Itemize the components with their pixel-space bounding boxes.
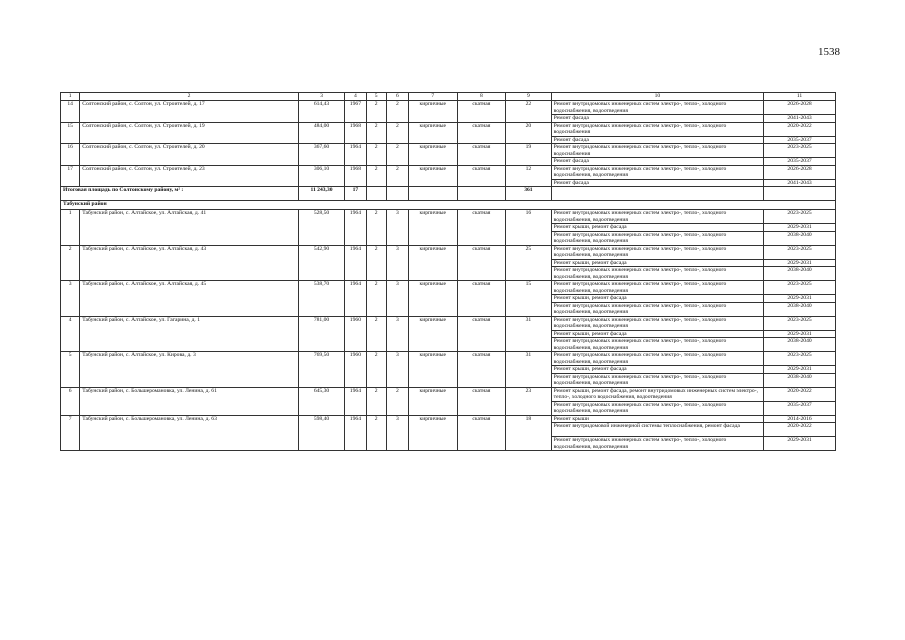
apartments-cell: 18: [506, 415, 552, 451]
row-number: 7: [61, 415, 80, 451]
section-header-row: [61, 201, 836, 210]
table-row: [61, 144, 836, 158]
work-period-cell: 2038-2040: [764, 373, 836, 387]
work-period-cell: 2014-2016: [764, 415, 836, 423]
address-cell: Солтонский район, с. Солтон, ул. Строителей, д. 20: [80, 144, 299, 166]
year-cell: 1964: [345, 281, 366, 317]
total-area: 11 243,30: [298, 187, 345, 201]
work-period-cell: 2029-2031: [764, 437, 836, 451]
apartments-cell: 31: [506, 352, 552, 388]
table-row: [61, 101, 836, 115]
year-cell: 1964: [345, 387, 366, 415]
row-number: 2: [61, 245, 80, 281]
floors-cell: 2: [366, 387, 386, 415]
work-type-cell: Ремонт внутридомовых инженерных систем электро-, тепло-, холодного водоснабжения, водоотведения: [551, 352, 763, 366]
column-number: 1: [61, 93, 80, 101]
work-type-cell: Ремонт внутридомовых инженерных систем электро-, тепло-, холодного водоснабжения, водоотведения: [551, 401, 763, 415]
work-period-cell: 2038-2040: [764, 267, 836, 281]
column-number: 9: [506, 93, 552, 101]
table-row: [61, 165, 836, 179]
work-period-cell: 2038-2040: [764, 231, 836, 245]
row-number: 14: [61, 101, 80, 123]
wall-material-cell: кирпичные: [409, 281, 458, 317]
address-cell: Табунский район, с. Алтайское, ул. Гагарина, д. 1: [80, 316, 299, 352]
wall-material-cell: кирпичные: [409, 415, 458, 451]
work-type-cell: Ремонт внутридомовых инженерных систем электро-, тепло-, холодного водоснабжения: [551, 122, 763, 136]
page-number: 1538: [818, 46, 840, 58]
work-type-cell: Ремонт внутридомовых инженерных систем электро-, тепло-, холодного водоснабжения, водоотведения: [551, 373, 763, 387]
row-number: 15: [61, 122, 80, 144]
work-period-cell: 2020-2022: [764, 387, 836, 401]
entrances-cell: 2: [386, 387, 408, 415]
work-type-cell: Ремонт внутридомовых инженерных систем электро-, тепло-, холодного водоснабжения, водоотведения: [551, 231, 763, 245]
roof-type-cell: скатная: [457, 101, 506, 123]
work-type-cell: Ремонт внутридомовых инженерных систем электро-, тепло-, холодного водоснабжения, водоотведения: [551, 245, 763, 259]
empty-cell: [409, 187, 458, 201]
work-period-cell: 2038-2040: [764, 338, 836, 352]
column-number: 11: [764, 93, 836, 101]
total-row: [61, 187, 836, 201]
address-cell: Табунский район, с. Алтайское, ул. Кирова, д. 3: [80, 352, 299, 388]
year-cell: 1964: [345, 144, 366, 166]
area-cell: 614,43: [298, 101, 345, 123]
work-type-cell: Ремонт внутридомовых инженерных систем электро-, тепло-, холодного водоснабжения, водоотведения: [551, 267, 763, 281]
work-period-cell: 2029-2031: [764, 366, 836, 374]
work-type-cell: Ремонт внутридомовых инженерных систем электро-, тепло-, холодного водоснабжения, водоотведения: [551, 437, 763, 451]
empty-cell: [551, 187, 763, 201]
entrances-cell: 2: [386, 165, 408, 187]
work-type-cell: Ремонт внутридомовых инженерных систем электро-, тепло-, холодного водоснабжения: [551, 144, 763, 158]
address-cell: Солтонский район, с. Солтон, ул. Строителей, д. 23: [80, 165, 299, 187]
roof-type-cell: скатная: [457, 245, 506, 281]
column-number: 10: [551, 93, 763, 101]
entrances-cell: 2: [386, 101, 408, 123]
work-period-cell: 2020-2022: [764, 423, 836, 437]
work-type-cell: Ремонт крыши, ремонт фасада, ремонт внутридомовых инженерных систем электро-, тепло-, холодного водоснабжения, водоотведения: [551, 387, 763, 401]
work-period-cell: 2026-2028: [764, 165, 836, 179]
floors-cell: 2: [366, 352, 386, 388]
register-table: [60, 92, 836, 451]
wall-material-cell: кирпичные: [409, 387, 458, 415]
total-count: 17: [345, 187, 366, 201]
work-period-cell: 2023-2025: [764, 316, 836, 330]
column-number: 6: [386, 93, 408, 101]
apartments-cell: 31: [506, 316, 552, 352]
table-row: [61, 245, 836, 259]
wall-material-cell: кирпичные: [409, 245, 458, 281]
work-period-cell: 2041-2043: [764, 115, 836, 123]
work-period-cell: 2023-2025: [764, 352, 836, 366]
work-type-cell: Ремонт фасада: [551, 158, 763, 166]
column-number: 4: [345, 93, 366, 101]
roof-type-cell: скатная: [457, 415, 506, 451]
floors-cell: 2: [366, 316, 386, 352]
wall-material-cell: кирпичные: [409, 316, 458, 352]
empty-cell: [366, 187, 386, 201]
floors-cell: 2: [366, 122, 386, 144]
column-number-row: [61, 93, 836, 101]
table-row: [61, 387, 836, 401]
wall-material-cell: кирпичные: [409, 210, 458, 246]
row-number: 5: [61, 352, 80, 388]
row-number: 17: [61, 165, 80, 187]
address-cell: Табунский район, с. Алтайское, ул. Алтайская, д. 41: [80, 210, 299, 246]
work-period-cell: 2023-2025: [764, 281, 836, 295]
work-period-cell: 2029-2031: [764, 330, 836, 338]
work-type-cell: Ремонт внутридомовых инженерных систем электро-, тепло-, холодного водоснабжения, водоотведения: [551, 316, 763, 330]
apartments-cell: 22: [506, 101, 552, 123]
area-cell: 306,10: [298, 165, 345, 187]
roof-type-cell: скатная: [457, 281, 506, 317]
entrances-cell: 3: [386, 210, 408, 246]
floors-cell: 2: [366, 210, 386, 246]
work-period-cell: 2026-2028: [764, 101, 836, 115]
wall-material-cell: кирпичные: [409, 122, 458, 144]
work-type-cell: Ремонт крыши, ремонт фасада: [551, 224, 763, 232]
entrances-cell: 2: [386, 122, 408, 144]
table-row: [61, 210, 836, 224]
year-cell: 1967: [345, 101, 366, 123]
year-cell: 1960: [345, 352, 366, 388]
wall-material-cell: кирпичные: [409, 352, 458, 388]
work-period-cell: 2023-2025: [764, 144, 836, 158]
work-type-cell: Ремонт фасада: [551, 136, 763, 144]
roof-type-cell: скатная: [457, 387, 506, 415]
work-type-cell: Ремонт фасада: [551, 179, 763, 187]
entrances-cell: 2: [386, 144, 408, 166]
roof-type-cell: скатная: [457, 352, 506, 388]
work-period-cell: 2038-2040: [764, 302, 836, 316]
entrances-cell: 3: [386, 352, 408, 388]
area-cell: 484,00: [298, 122, 345, 144]
roof-type-cell: скатная: [457, 210, 506, 246]
work-period-cell: 2029-2031: [764, 295, 836, 303]
address-cell: Табунский район, с. Алтайское, ул. Алтайская, д. 45: [80, 281, 299, 317]
year-cell: 1964: [345, 415, 366, 451]
roof-type-cell: скатная: [457, 144, 506, 166]
address-cell: Табунский район, с. Большеромановка, ул. Ленина, д. 63: [80, 415, 299, 451]
area-cell: 781,00: [298, 316, 345, 352]
empty-cell: [457, 187, 506, 201]
row-number: 4: [61, 316, 80, 352]
column-number: 7: [409, 93, 458, 101]
area-cell: 367,60: [298, 144, 345, 166]
year-cell: 1964: [345, 245, 366, 281]
year-cell: 1968: [345, 122, 366, 144]
area-cell: 538,70: [298, 281, 345, 317]
year-cell: 1960: [345, 316, 366, 352]
floors-cell: 2: [366, 144, 386, 166]
column-number: 8: [457, 93, 506, 101]
apartments-cell: 12: [506, 165, 552, 187]
work-type-cell: Ремонт внутридомовых инженерных систем электро-, тепло-, холодного водоснабжения, водоотведения: [551, 210, 763, 224]
entrances-cell: 3: [386, 415, 408, 451]
column-number: 2: [80, 93, 299, 101]
table-row: [61, 281, 836, 295]
address-cell: Солтонский район, с. Солтон, ул. Строителей, д. 19: [80, 122, 299, 144]
work-period-cell: 2029-2031: [764, 224, 836, 232]
column-number: 3: [298, 93, 345, 101]
row-number: 6: [61, 387, 80, 415]
table-row: [61, 352, 836, 366]
apartments-cell: 23: [506, 387, 552, 415]
apartments-cell: 16: [506, 210, 552, 246]
address-cell: Солтонский район, с. Солтон, ул. Строителей, д. 17: [80, 101, 299, 123]
work-type-cell: Ремонт внутридомовых инженерных систем электро-, тепло-, холодного водоснабжения, водоотведения: [551, 165, 763, 179]
address-cell: Табунский район, с. Большеромановка, ул. Ленина, д. 61: [80, 387, 299, 415]
work-type-cell: Ремонт внутридомовых инженерных систем электро-, тепло-, холодного водоснабжения, водоотведения: [551, 302, 763, 316]
table-body: [61, 93, 836, 451]
work-period-cell: 2029-2031: [764, 259, 836, 267]
row-number: 3: [61, 281, 80, 317]
work-type-cell: Ремонт крыши, ремонт фасада: [551, 259, 763, 267]
empty-cell: [764, 187, 836, 201]
apartments-cell: 15: [506, 281, 552, 317]
entrances-cell: 3: [386, 316, 408, 352]
area-cell: 542,90: [298, 245, 345, 281]
work-type-cell: Ремонт внутридомовых инженерных систем электро-, тепло-, холодного водоснабжения, водоотведения: [551, 338, 763, 352]
work-period-cell: 2023-2025: [764, 245, 836, 259]
area-cell: 769,50: [298, 352, 345, 388]
row-number: 16: [61, 144, 80, 166]
total-apartments: 361: [506, 187, 552, 201]
work-period-cell: 2035-2037: [764, 158, 836, 166]
work-period-cell: 2035-2037: [764, 136, 836, 144]
entrances-cell: 3: [386, 281, 408, 317]
column-number: 5: [366, 93, 386, 101]
roof-type-cell: скатная: [457, 165, 506, 187]
roof-type-cell: скатная: [457, 316, 506, 352]
floors-cell: 2: [366, 101, 386, 123]
table-row: [61, 415, 836, 423]
floors-cell: 2: [366, 165, 386, 187]
wall-material-cell: кирпичные: [409, 101, 458, 123]
area-cell: 645,30: [298, 387, 345, 415]
work-type-cell: Ремонт крыши: [551, 415, 763, 423]
apartments-cell: 20: [506, 122, 552, 144]
wall-material-cell: кирпичные: [409, 144, 458, 166]
floors-cell: 2: [366, 281, 386, 317]
area-cell: 528,50: [298, 210, 345, 246]
work-type-cell: Ремонт крыши, ремонт фасада: [551, 330, 763, 338]
section-title: Табунский район: [61, 201, 836, 210]
work-type-cell: Ремонт внутридомовых инженерных систем электро-, тепло-, холодного водоснабжения, водоотведения: [551, 101, 763, 115]
entrances-cell: 3: [386, 245, 408, 281]
year-cell: 1964: [345, 210, 366, 246]
apartments-cell: 25: [506, 245, 552, 281]
total-label: Итоговая площадь по Солтонскому району, м² :: [61, 187, 299, 201]
floors-cell: 2: [366, 415, 386, 451]
work-period-cell: 2035-2037: [764, 401, 836, 415]
row-number: 1: [61, 210, 80, 246]
wall-material-cell: кирпичные: [409, 165, 458, 187]
work-type-cell: Ремонт крыши, ремонт фасада: [551, 366, 763, 374]
year-cell: 1968: [345, 165, 366, 187]
area-cell: 598,40: [298, 415, 345, 451]
work-period-cell: 2023-2025: [764, 210, 836, 224]
address-cell: Табунский район, с. Алтайское, ул. Алтайская, д. 43: [80, 245, 299, 281]
work-type-cell: Ремонт крыши, ремонт фасада: [551, 295, 763, 303]
table-row: [61, 122, 836, 136]
work-type-cell: Ремонт внутридомовой инженерной системы теплоснабжения, ремонт фасада: [551, 423, 763, 437]
work-period-cell: 2020-2022: [764, 122, 836, 136]
table-row: [61, 316, 836, 330]
work-type-cell: Ремонт фасада: [551, 115, 763, 123]
empty-cell: [386, 187, 408, 201]
work-type-cell: Ремонт внутридомовых инженерных систем электро-, тепло-, холодного водоснабжения, водоотведения: [551, 281, 763, 295]
apartments-cell: 19: [506, 144, 552, 166]
floors-cell: 2: [366, 245, 386, 281]
work-period-cell: 2041-2043: [764, 179, 836, 187]
roof-type-cell: скатная: [457, 122, 506, 144]
